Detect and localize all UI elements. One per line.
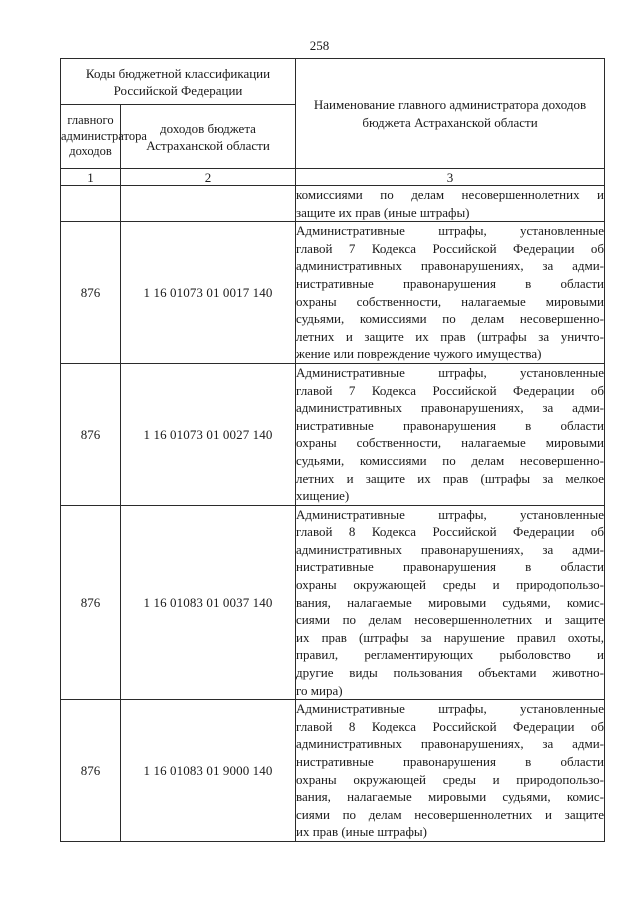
column-number-2: 2 xyxy=(121,169,296,186)
description-line: жение или повреждение чужого имущества) xyxy=(296,346,542,362)
description-line: Административные штрафы, установленные xyxy=(296,701,605,717)
header-name-cell: Наименование главного администратора доходов бюджета Астраханской области xyxy=(296,59,605,169)
description-line: летних и защите их прав (штрафы за уничто- xyxy=(296,328,605,344)
column-number-1: 1 xyxy=(61,169,121,186)
description-line: го мира) xyxy=(296,682,343,698)
description-line: судьями, комиссиями по делам несовершенно- xyxy=(296,311,605,327)
column-numbers-row xyxy=(61,169,605,186)
admin-code-cell: 876 xyxy=(61,222,121,364)
description-line: нистративные правонарушения в области xyxy=(296,417,605,433)
description-line: нистративные правонарушения в области xyxy=(296,754,605,769)
description-line: другие виды пользования объектами животно- xyxy=(296,665,605,681)
header-admin-cell: главного администратора доходов xyxy=(61,105,121,169)
description-line: нистративные правонарушения в области xyxy=(296,275,605,291)
description-line: Административные штрафы, установленные xyxy=(296,506,605,522)
description-cell xyxy=(296,700,605,842)
description-line: административных правонарушениях, за адми- xyxy=(296,400,605,416)
column-number-3: 3 xyxy=(296,169,605,186)
admin-code-cell: 876 xyxy=(61,700,121,842)
description-line: вания, налагаемые мировыми судьями, комис- xyxy=(296,789,605,805)
admin-code-cell: 876 xyxy=(61,505,121,700)
description-cell xyxy=(296,505,605,700)
table-row xyxy=(61,222,605,364)
description-line: главой 8 Кодекса Российской Федерации об xyxy=(296,718,605,734)
income-code-cell xyxy=(121,186,296,222)
header-group-cell: Коды бюджетной классификации Российской Федерации xyxy=(61,59,296,105)
description-line: главой 7 Кодекса Российской Федерации об xyxy=(296,382,605,398)
description-line: административных правонарушениях, за адми- xyxy=(296,541,605,557)
description-line: летних и защите их прав (штрафы за мелкое xyxy=(296,470,605,486)
page-number: 258 xyxy=(309,38,330,53)
description-line: охраны окружающей среды и природопользо- xyxy=(296,771,605,787)
income-code-cell: 1 16 01073 01 0017 140 xyxy=(121,222,296,364)
income-code-cell: 1 16 01073 01 0027 140 xyxy=(121,363,296,505)
header-income-cell: доходов бюджета Астраханской области xyxy=(121,105,296,169)
description-line: Административные штрафы, установленные xyxy=(296,364,605,380)
description-line: охраны окружающей среды и природопользо- xyxy=(296,577,605,593)
description-cell xyxy=(296,186,605,222)
description-line: главой 8 Кодекса Российской Федерации об xyxy=(296,524,605,540)
description-line: нистративные правонарушения в области xyxy=(296,559,605,575)
description-cell xyxy=(296,363,605,505)
admin-code-cell: 876 xyxy=(61,363,121,505)
budget-classification-table xyxy=(60,58,605,842)
description-line: судьями, комиссиями по делам несовершенно- xyxy=(296,452,605,468)
table-row xyxy=(61,700,605,842)
table-row xyxy=(61,363,605,505)
income-code-cell: 1 16 01083 01 0037 140 xyxy=(121,505,296,700)
description-line: охраны собственности, налагаемые мировыми xyxy=(296,293,605,309)
table-row xyxy=(61,186,605,222)
description-line: сиями по делам несовершеннолетних и защите xyxy=(296,612,605,628)
table-row xyxy=(61,505,605,700)
description-line: сиями по делам несовершеннолетних и защите xyxy=(296,806,605,822)
description-line: охраны собственности, налагаемые мировыми xyxy=(296,435,605,451)
header-row-1 xyxy=(61,59,605,105)
description-line: Административные штрафы, установленные xyxy=(296,223,605,239)
description-cell xyxy=(296,222,605,364)
income-code-cell: 1 16 01083 01 9000 140 xyxy=(121,700,296,842)
admin-code-cell xyxy=(61,186,121,222)
description-line: правил, регламентирующих рыболовство и xyxy=(296,647,605,663)
description-line: их прав (иные штрафы) xyxy=(296,824,427,840)
description-line: административных правонарушениях, за адми- xyxy=(296,258,605,274)
description-line: вания, налагаемые мировыми судьями, комис- xyxy=(296,594,605,610)
description-line: хищение) xyxy=(296,488,350,504)
description-line: главой 7 Кодекса Российской Федерации об xyxy=(296,240,605,256)
description-line: их прав (штрафы за нарушение правил охоты, xyxy=(296,629,605,645)
description-line: административных правонарушениях, за адми- xyxy=(296,736,605,752)
description-line: комиссиями по делам несовершеннолетних и xyxy=(296,187,605,202)
description-line: защите их прав (иные штрафы) xyxy=(296,204,470,220)
